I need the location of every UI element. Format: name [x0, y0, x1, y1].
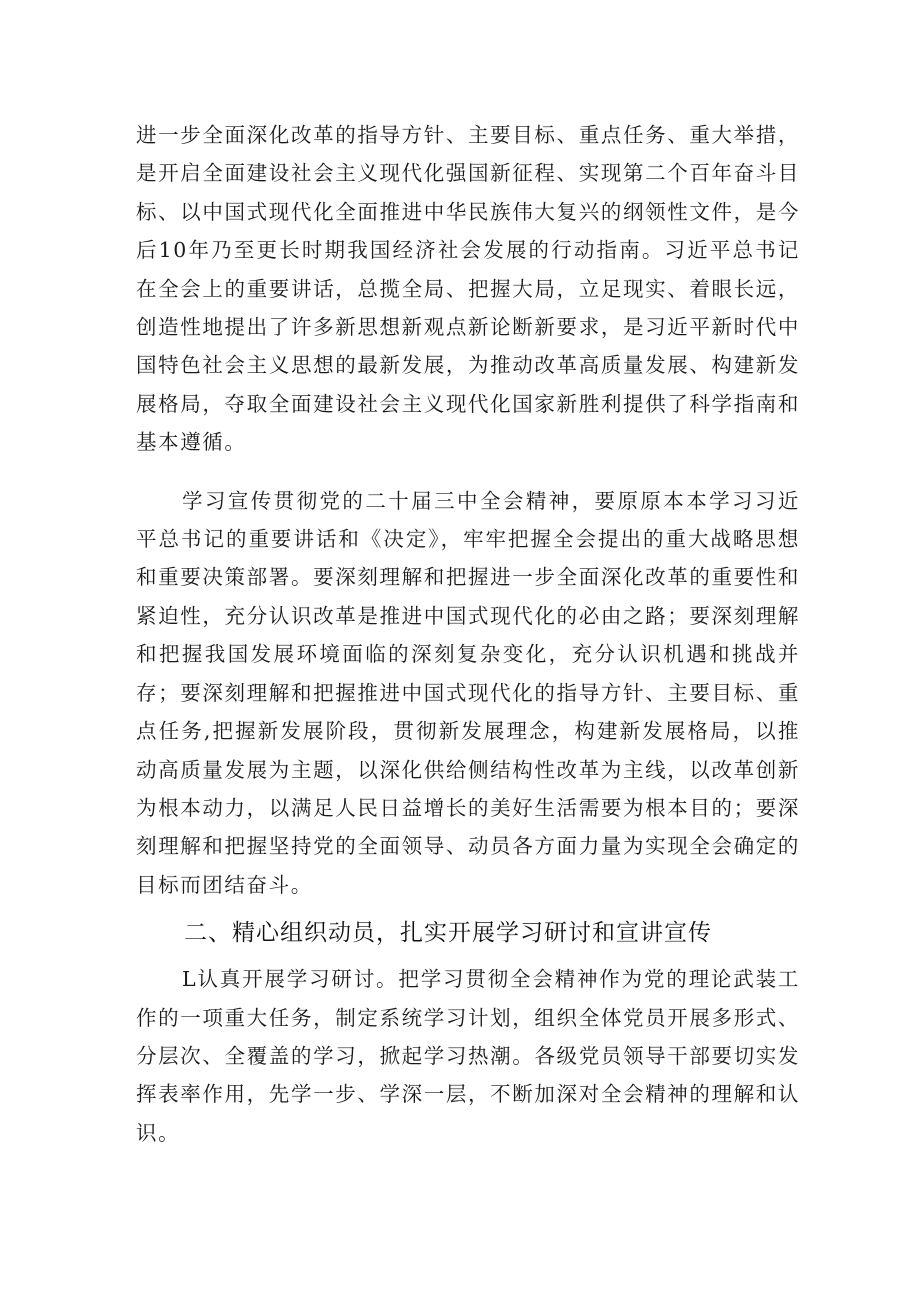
document-page: [136, 116, 800, 1152]
paragraph-study-seminar: L认真开展学习研讨。把学习贯彻全会精神作为党的理论武装工作的一项重大任务，制定系统学习计划，组织全体党员开展多形式、分层次、全覆盖的学习，掀起学习热潮。各级党员领导干部要切实发挥表率作用，先学一步、学深一层，不断加深对全会精神的理解和认识。: [136, 967, 800, 1145]
section-heading: 二、精心组织动员，扎实开展学习研讨和宣讲宣传: [184, 920, 712, 947]
paragraph-reform-guidance: 进一步全面深化改革的指导方针、主要目标、重点任务、重大举措，是开启全面建设社会主义现代化强国新征程、实现第二个百年奋斗目标、以中国式现代化全面推进中华民族伟大复兴的纲领性文件，是今后10年乃至更长时期我国经济社会发展的行动指南。习近平总书记在全会上的重要讲话，总揽全局、把握大局，立足现实、着眼长远，创造性地提出了许多新思想新观点新论断新要求，是习近平新时代中国特色社会主义思想的最新发展，为推动改革高质量发展、构建新发展格局，夺取全面建设社会主义现代化国家新胜利提供了科学指南和基本遵循。: [136, 123, 800, 455]
paragraph-study-plenary: 学习宣传贯彻党的二十届三中全会精神，要原原本本学习习近平总书记的重要讲话和《决定》，牢牢把握全会提出的重大战略思想和重要决策部署。要深刻理解和把握进一步全面深化改革的重要性和紧迫性，充分认识改革是推进中国式现代化的必由之路；要深刻理解和把握我国发展环境面临的深刻复杂变化，充分认识机遇和挑战并存；要深刻理解和把握推进中国式现代化的指导方针、主要目标、重点任务,把握新发展阶段，贯彻新发展理念，构建新发展格局，以推动高质量发展为主题，以深化供给侧结构性改革为主线，以改革创新为根本动力，以满足人民日益增长的美好生活需要为根本目的；要深刻理解和把握坚持党的全面领导、动员各方面力量为实现全会确定的目标而团结奋斗。: [136, 488, 800, 897]
